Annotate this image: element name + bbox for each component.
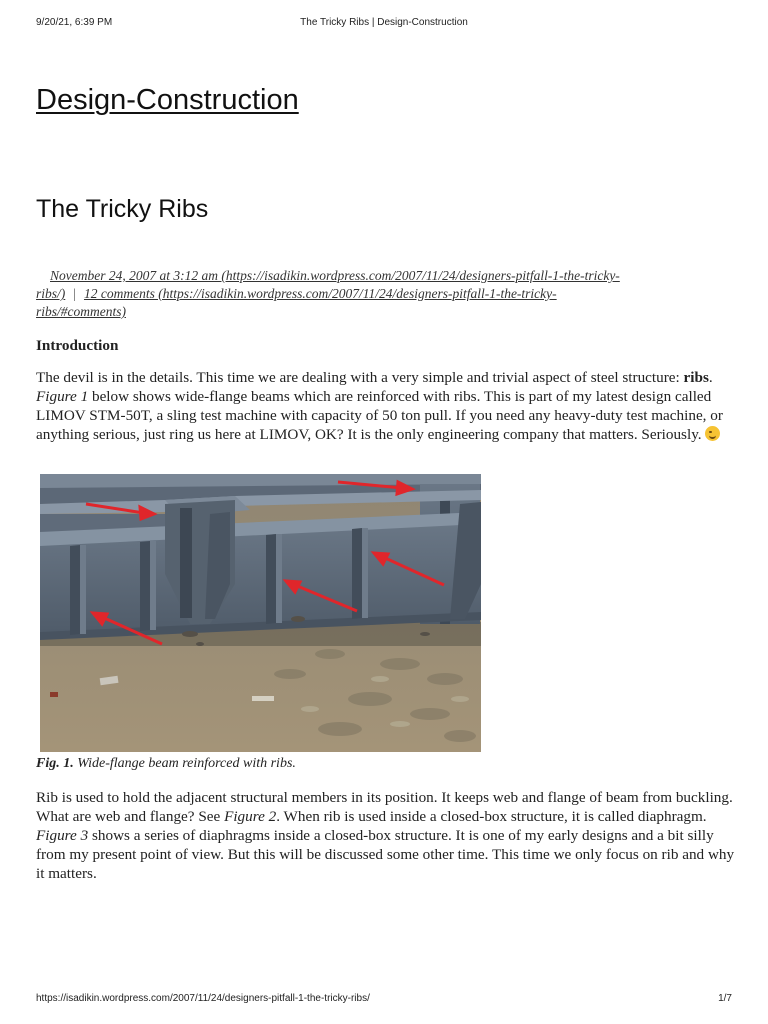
print-url: https://isadikin.wordpress.com/2007/11/24/designers-pitfall-1-the-tricky-ribs/ [36,993,370,1004]
print-page-number: 1/7 [718,993,732,1004]
comments-link[interactable]: 12 comments (https://isadikin.wordpress.com/2007/11/24/designers-pitfall-1-the-tricky- ribs/#comments) [36,286,557,319]
print-page-title: The Tricky Ribs | Design-Construction [300,17,468,28]
post-date-link[interactable]: November 24, 2007 at 3:12 am (https://isadikin.wordpress.com/2007/11/24/designers-pitfall-1-the-tricky- ribs/) [36,268,620,301]
post-meta [36,267,736,321]
figure-2-reference: Figure 2 [224,808,277,825]
figure-1-caption: Fig. 1. Wide-flange beam reinforced with ribs. [36,756,296,771]
print-footer [36,993,732,1007]
figure-3-reference: Figure 3 [36,827,89,844]
wink-emoji-icon [705,426,720,441]
meta-separator: | [73,286,76,301]
section-heading-introduction: Introduction [36,337,119,354]
figure-1-reference: Figure 1 [36,388,89,405]
site-title-link[interactable]: Design-Construction [36,84,299,116]
print-header [36,17,732,31]
print-datetime: 9/20/21, 6:39 PM [36,17,113,28]
post-title: The Tricky Ribs [36,195,209,223]
rib-paragraph: Rib is used to hold the adjacent structural members in its position. It keeps web and flange of beam from buckling. What are web and flange? See Figure 2. When rib is used inside a closed-box structure, it is called diaphragm. Figure 3 shows a series of diaphragms inside a closed-box structure. It is one of my early designs and a bit silly from my present point of view. But this will be discussed some other time. This time we only focus on rib and why it matters. [36,789,735,882]
intro-paragraph: The devil is in the details. This time we are dealing with a very simple and trivial aspect of steel structure: ribs. Figure 1 below shows wide-flange beams which are reinforced with ribs. This is part of my latest design called LIMOV STM-50T, a sling test machine with capacity of 50 ton pull. If you need any heavy-duty test machine, or anything serious, just ring us here at LIMOV, OK? It is the only engineering company that matters. Seriously. [36,369,723,443]
figure-1-image [40,474,481,752]
